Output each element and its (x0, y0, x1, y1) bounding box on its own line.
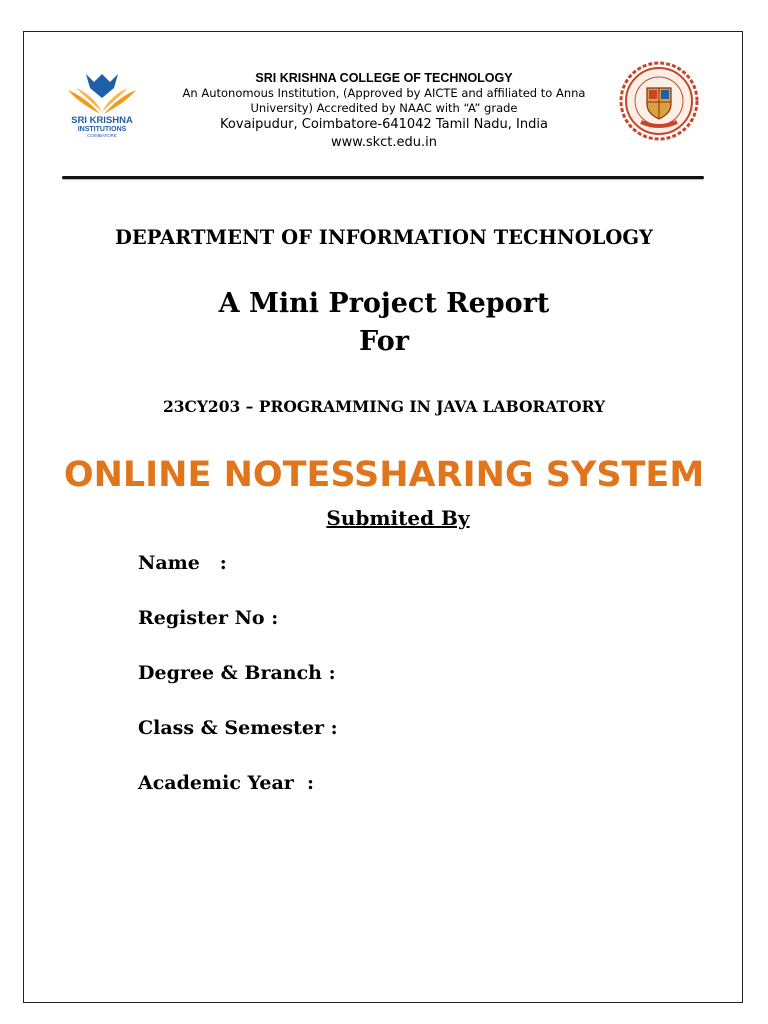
field-degree-branch: Degree & Branch : (138, 662, 336, 684)
field-academic-year: Academic Year : (138, 772, 315, 794)
college-header (150, 70, 618, 151)
project-name: ONLINE NOTESSHARING SYSTEM (63, 455, 705, 495)
course-title: 23CY203 – PROGRAMMING IN JAVA LABORATORY (162, 397, 606, 416)
logo-text-1: SRI KRISHNA (71, 115, 133, 126)
college-seal-icon (619, 60, 699, 142)
logo-text-2: INSTITUTIONS (77, 126, 127, 133)
report-title-line2: For (359, 326, 409, 357)
field-name: Name : (138, 552, 227, 574)
student-details (138, 549, 338, 824)
college-address: Kovaipudur, Coimbatore-641042 Tamil Nadu, India (220, 117, 548, 132)
field-register-no: Register No : (138, 607, 279, 629)
logo-text-3: COIMBATORE (87, 133, 117, 138)
college-description-line2: University) Accredited by NAAC with “A” grade (250, 101, 518, 115)
report-title (24, 285, 744, 361)
college-description-line1: An Autonomous Institution, (Approved by AICTE and affiliated to Anna (182, 86, 586, 100)
report-title-line1: A Mini Project Report (218, 288, 550, 319)
college-website: www.skct.edu.in (331, 135, 437, 150)
field-class-semester: Class & Semester : (138, 717, 338, 739)
header-divider (62, 176, 704, 179)
college-name: SRI KRISHNA COLLEGE OF TECHNOLOGY (255, 71, 513, 85)
sri-krishna-institutions-logo (64, 68, 140, 140)
department-heading: DEPARTMENT OF INFORMATION TECHNOLOGY (115, 226, 653, 249)
submitted-by-heading: Submited By (326, 506, 470, 530)
